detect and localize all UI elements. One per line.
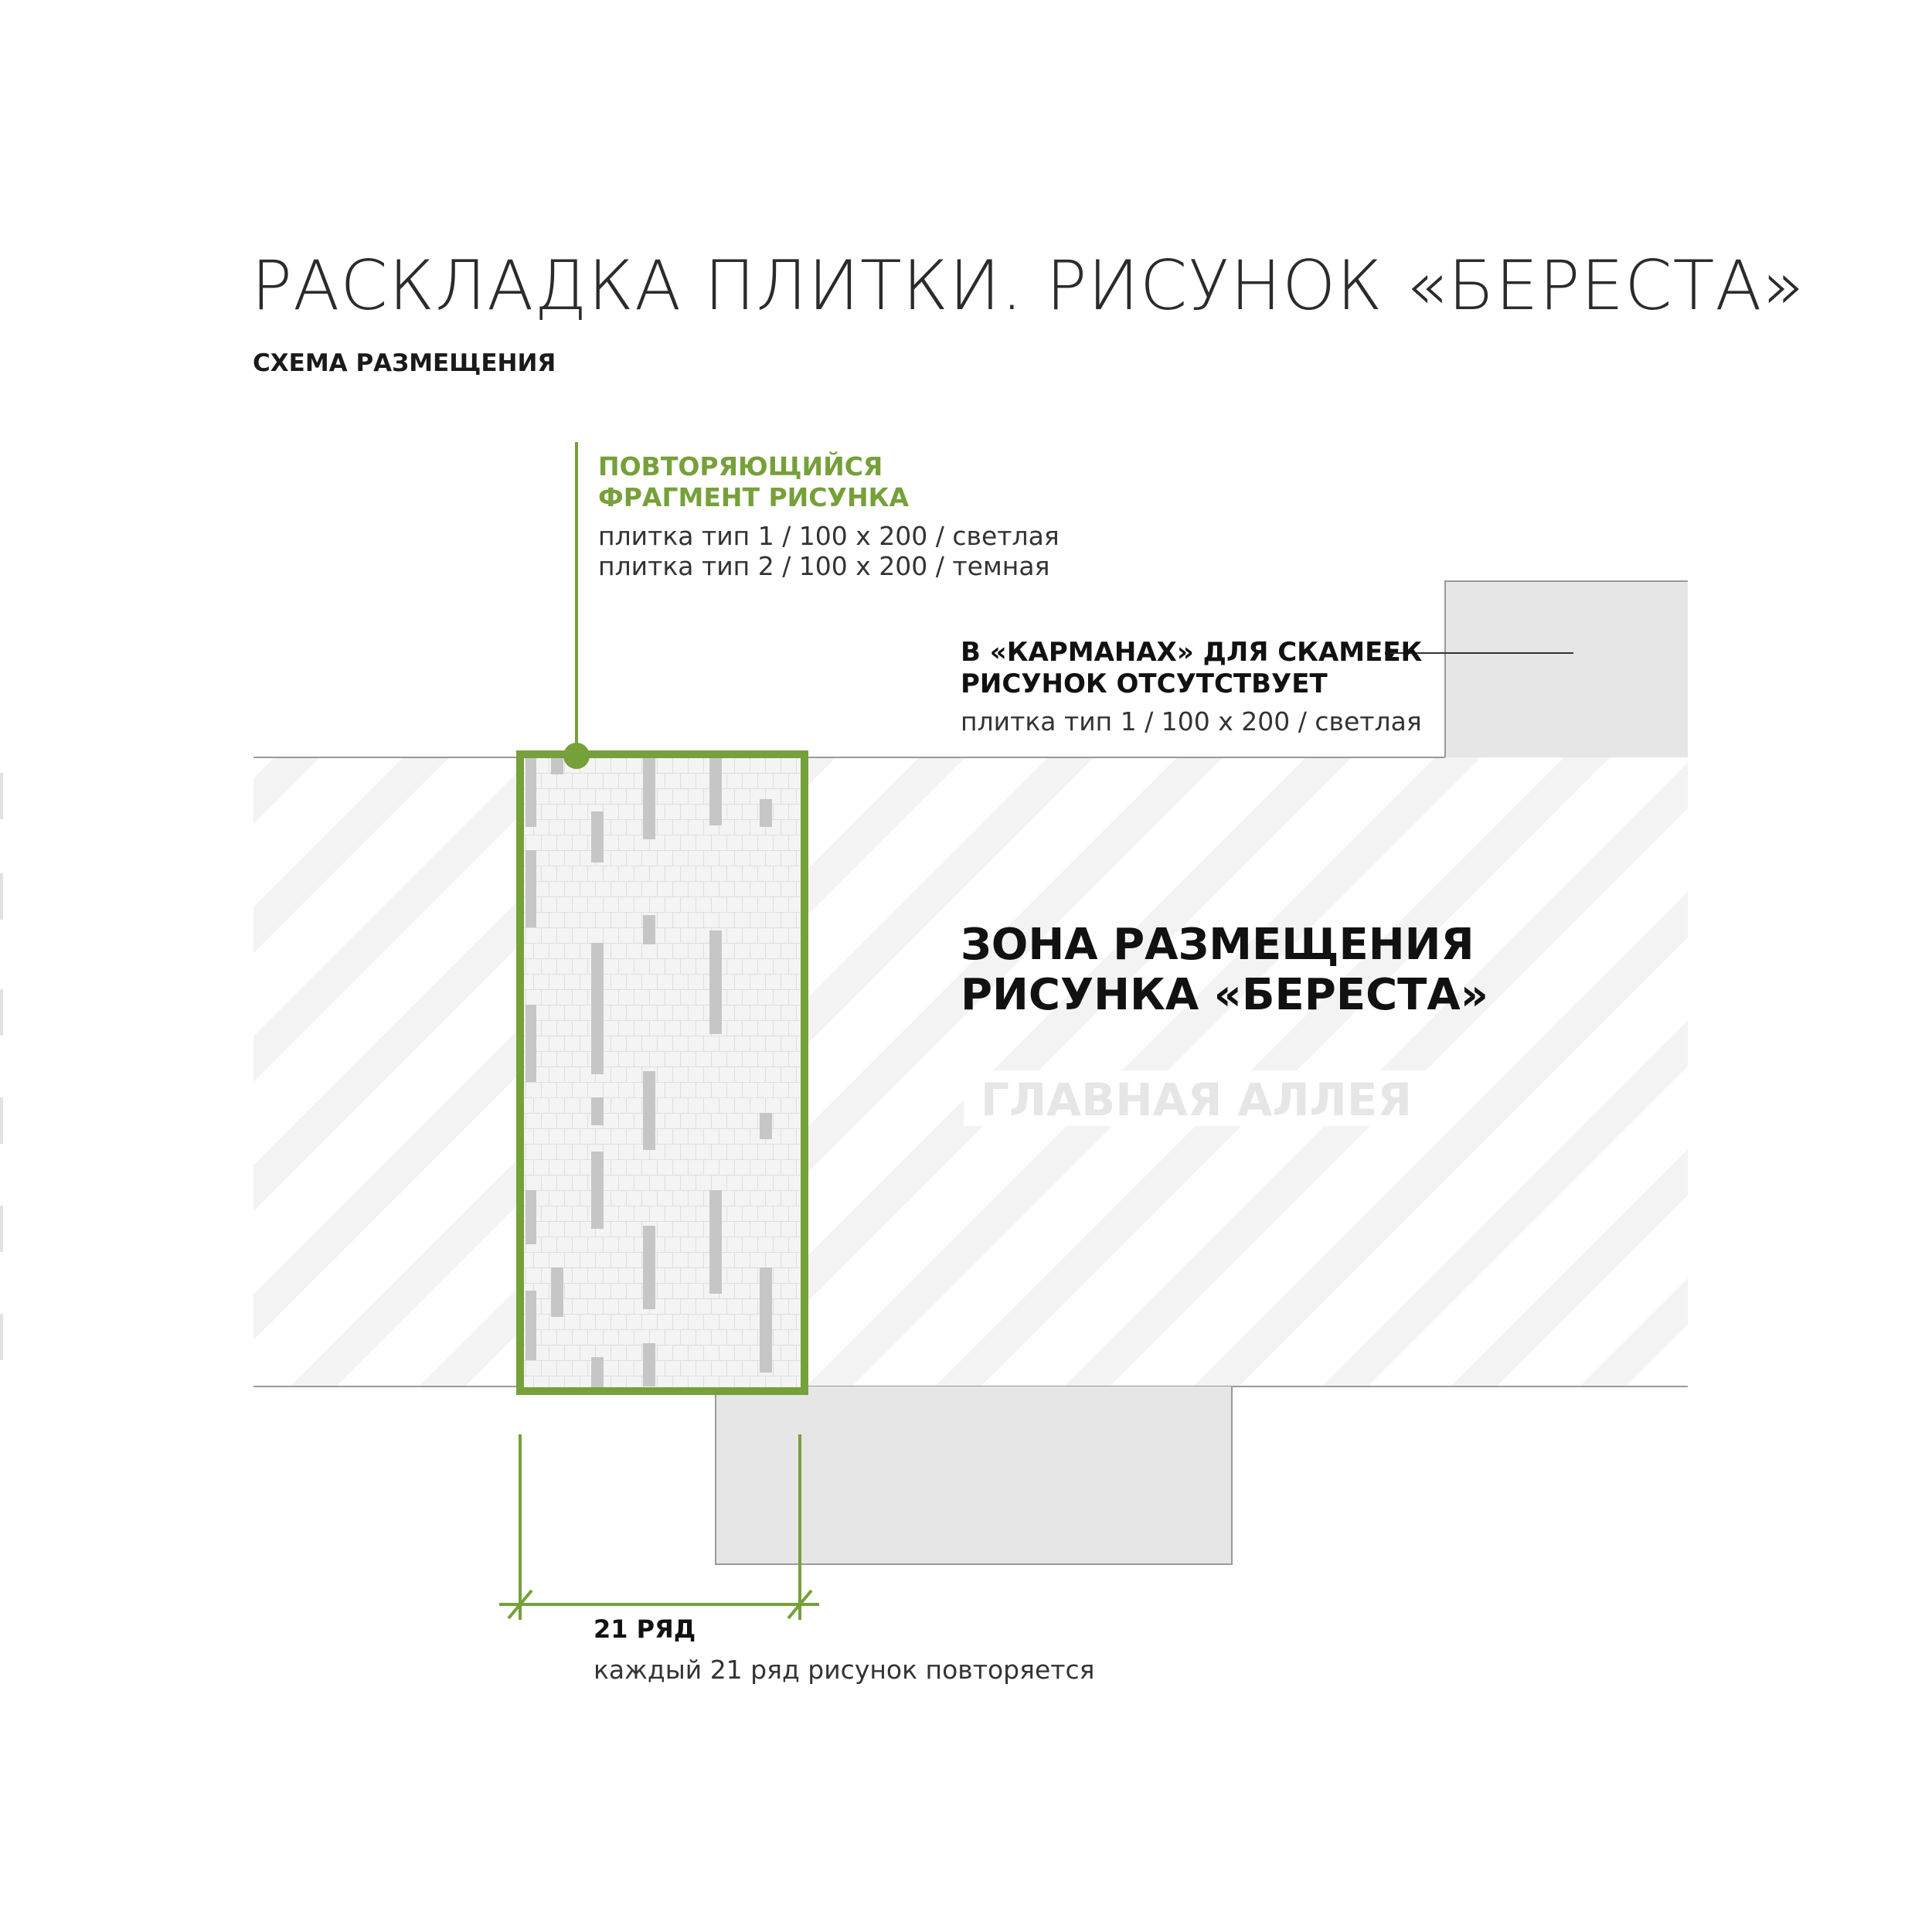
pocket-note: плитка тип 1 / 100 х 200 / светлая	[961, 706, 1422, 737]
fragment-note-type2: плитка тип 2 / 100 х 200 / темная	[598, 551, 1050, 581]
dimension-callout	[594, 1614, 1094, 1685]
zone-heading-line-2: РИСУНКА «БЕРЕСТА»	[961, 970, 1488, 1020]
pocket-heading-line-2: РИСУНОК ОТСУТСТВУЕТ	[961, 669, 1328, 699]
zone-heading	[961, 920, 1488, 1020]
dimension-label: 21 РЯД	[594, 1614, 696, 1644]
pocket-callout	[961, 637, 1422, 737]
bench-pocket-top	[1445, 581, 1688, 757]
fragment-callout	[598, 451, 1060, 581]
repeating-fragment	[520, 754, 804, 1391]
fragment-heading-line-2: ФРАГМЕНТ РИСУНКА	[598, 482, 910, 512]
page-subtitle: СХЕМА РАЗМЕЩЕНИЯ	[253, 349, 556, 377]
page-title: РАСКЛАДКА ПЛИТКИ. РИСУНОК «БЕРЕСТА»	[251, 246, 1805, 325]
left-edge-marks	[0, 773, 3, 1360]
fragment-callout-leader	[563, 442, 590, 769]
fragment-heading-line-1: ПОВТОРЯЮЩИЙСЯ	[598, 451, 883, 481]
bench-pocket-bottom	[716, 1386, 1232, 1564]
dimension-note: каждый 21 ряд рисунок повторяется	[594, 1655, 1095, 1685]
fragment-note-type1: плитка тип 1 / 100 х 200 / светлая	[598, 521, 1060, 551]
main-alley-label: ГЛАВНАЯ АЛЛЕЯ	[964, 1070, 1429, 1126]
pocket-heading-line-1: В «КАРМАНАХ» ДЛЯ СКАМЕЕК	[961, 637, 1423, 668]
zone-heading-line-1: ЗОНА РАЗМЕЩЕНИЯ	[961, 920, 1475, 970]
